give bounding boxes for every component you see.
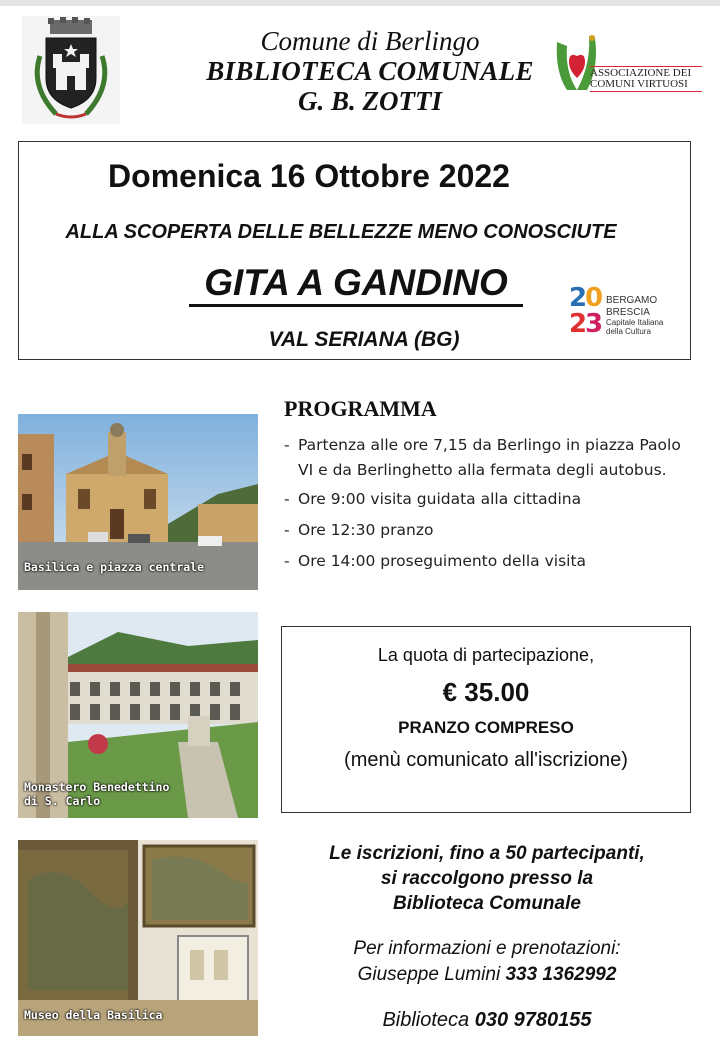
- programma-title: PROGRAMMA: [284, 396, 437, 421]
- badge-line4: della Cultura: [606, 327, 651, 336]
- basilica-photo: [18, 414, 258, 590]
- top-border: [0, 0, 720, 6]
- library-name: BIBLIOTECA COMUNALE: [206, 56, 534, 86]
- basilica-caption: Basilica e piazza centrale: [24, 560, 205, 574]
- monastery-caption-line2: di S. Carlo: [24, 794, 101, 808]
- programma-item: - Ore 12:30 pranzo: [282, 518, 692, 543]
- contact-label: Per informazioni e prenotazioni:: [353, 938, 621, 959]
- badge-line3: Capitale Italiana: [606, 318, 664, 327]
- badge-line1: BERGAMO: [606, 295, 658, 306]
- library-header: [160, 26, 580, 116]
- fee-box: [281, 626, 691, 813]
- event-subtitle: [19, 221, 692, 244]
- monastery-photo: [18, 612, 258, 818]
- registration-info: [282, 841, 692, 916]
- event-title-box: [18, 141, 691, 360]
- registration-line3: Biblioteca Comunale: [393, 893, 581, 914]
- programma-item: - Ore 14:00 proseguimento della visita: [282, 549, 692, 574]
- event-location: VAL SERIANA (BG): [268, 328, 460, 351]
- contact-person-line: [282, 962, 692, 988]
- museum-caption: Museo della Basilica: [24, 1008, 163, 1022]
- library-phone[interactable]: 030 9780155: [474, 1009, 592, 1031]
- badge-line2: BRESCIA: [606, 306, 650, 318]
- event-subtitle-text: ALLA SCOPERTA DELLE BELLEZZE MENO CONOSCIUTE: [65, 221, 617, 243]
- library-contact: [282, 1009, 692, 1032]
- museum-photo: [18, 840, 258, 1036]
- municipality-name: Comune di Berlingo: [260, 26, 480, 56]
- coat-of-arms-icon: [22, 16, 120, 124]
- monastery-caption: [24, 780, 169, 808]
- svg-text:0: 0: [585, 283, 604, 313]
- contact-person: Giuseppe Lumini: [357, 964, 501, 985]
- programma-item: - Ore 9:00 visita guidata alla cittadina: [282, 487, 692, 512]
- event-title: GITA A GANDINO: [189, 262, 523, 307]
- library-dedication: G. B. ZOTTI: [298, 86, 442, 116]
- fee-included: PRANZO COMPRESO: [398, 718, 574, 737]
- programma-item: - Partenza alle ore 7,15 da Berlingo in piazza Paolo VI e da Berlinghetto alla fermata degli autobus.: [282, 433, 692, 483]
- svg-text:3: 3: [585, 309, 604, 338]
- capital-culture-text: [606, 295, 663, 336]
- event-date: Domenica 16 Ottobre 2022: [108, 158, 510, 194]
- fee-note: (menù comunicato all'iscrizione): [344, 749, 628, 771]
- contact-info: [282, 936, 692, 988]
- registration-line2: si raccolgono presso la: [380, 868, 594, 889]
- library-label: Biblioteca: [382, 1009, 470, 1031]
- monastery-caption-line1: Monastero Benedettino: [24, 780, 170, 794]
- programma-list: [282, 433, 692, 580]
- registration-line1: Le iscrizioni, fino a 50 partecipanti,: [329, 843, 645, 864]
- fee-label: La quota di partecipazione,: [377, 645, 595, 665]
- association-name: ASSOCIAZIONE DEI COMUNI VIRTUOSI: [590, 66, 702, 92]
- svg-text:2: 2: [569, 309, 588, 338]
- svg-text:2: 2: [569, 283, 588, 313]
- fee-price: € 35.00: [442, 677, 530, 707]
- contact-person-phone[interactable]: 333 1362992: [505, 964, 617, 985]
